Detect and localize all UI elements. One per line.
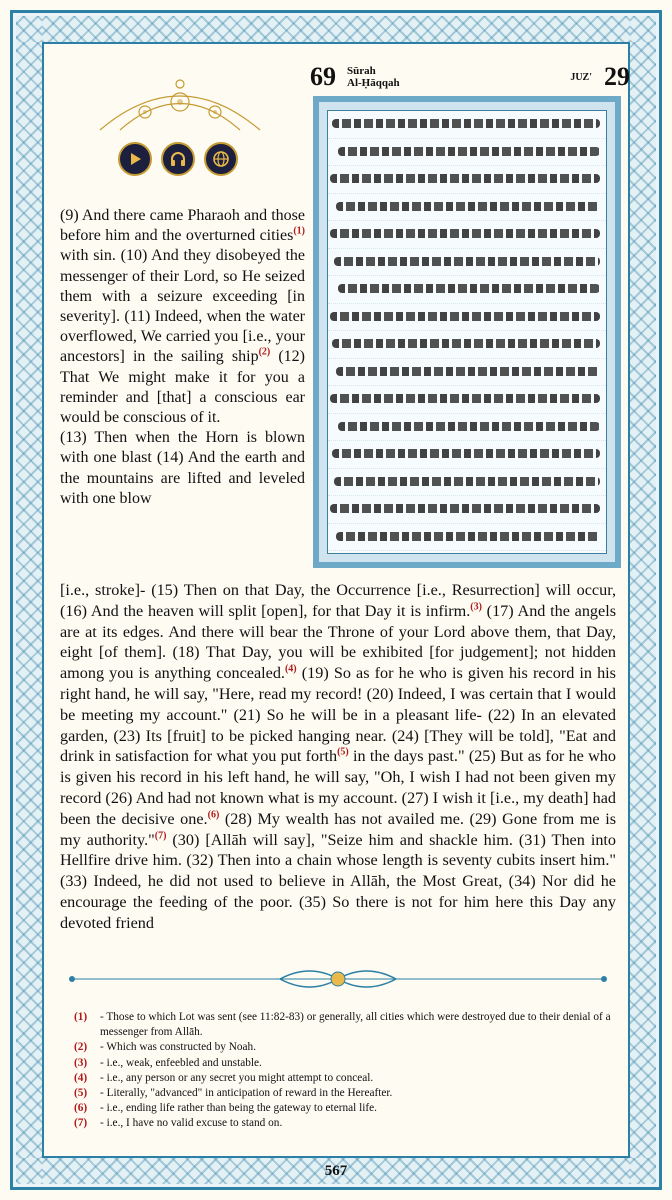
arabic-text-panel <box>313 96 621 568</box>
footnote-marker[interactable]: (1) <box>293 225 305 237</box>
arabic-script-line <box>328 139 606 167</box>
juz-number: 29 <box>604 62 630 91</box>
page-number: 567 <box>324 1163 348 1179</box>
arabic-script-line <box>328 359 606 387</box>
arabic-script-glyphs <box>338 147 600 156</box>
footnote: (4) - i.e., any person or any secret you might attempt to conceal. <box>74 1071 374 1084</box>
arabic-script-glyphs <box>332 449 600 458</box>
arabic-script-glyphs <box>334 257 600 266</box>
footnote-marker[interactable]: (4) <box>284 663 297 675</box>
play-icon <box>127 151 143 167</box>
arabic-script-line <box>328 414 606 442</box>
arabic-script-line <box>328 194 606 222</box>
footnote-marker[interactable]: (7) <box>154 830 167 842</box>
play-button[interactable] <box>118 142 152 176</box>
surah-name: Al-Ḥāqqah <box>347 77 400 89</box>
paragraph: (9) And there came Pharaoh and those before him and the overturned cities$^{(1)}$ with sin. (10) And they disobeyed the messenger of their Lord, so He seized them with a seizure exceeding [in severity]. (11) Indeed, when the water overflowed, We carried you [i.e., your ancestors] in the sailing ship$^{(2)}$ (12) That We might make it for you a reminder and [that] a conscious ear would be conscious of it. <box>60 207 306 427</box>
arabic-text-lines <box>327 110 607 554</box>
arabic-script-line <box>328 166 606 194</box>
arabic-script-glyphs <box>332 119 600 128</box>
headphones-icon <box>169 150 187 168</box>
arabic-script-line <box>328 221 606 249</box>
arabic-script-glyphs <box>336 532 600 541</box>
arabic-script-line <box>328 496 606 524</box>
juz-label: JUZ' <box>570 72 592 83</box>
footnote-marker[interactable]: (5) <box>337 746 349 758</box>
arabic-script-glyphs <box>330 394 600 403</box>
surah-number: 69 <box>310 62 336 91</box>
translation-main-text: [i.e., stroke]- (15) Then on that Day, the Occurrence [i.e., Resurrection] will occur, (16) And the heaven will split [open], for that Day it is infirm.$^{(3)}$ (17) And the angels are at its edges. And there will bear the Throne of your Lord above them, that Day, eight [of them]. (18) That Day, you will be exhibited [for judgement]; not hidden among you is anything concealed.$^{(4)}$ (19) So as for he who is given his record in his right hand, he will say, "Here, read my record! (20) Indeed, I was certain that I would be meeting my account." (21) So he will be in a pleasant life- (22) In an elevated garden, (23) Its [fruit] to be picked hanging near. (24) [They will be told], "Eat and drink in satisfaction for what you put forth$^{(5)}$ in the days past." (25) But as for he who is given his record in his left hand, he will say, "Oh, I wish I had not been given my record (26) And had not known what is my account. (27) I wish it [i.e., my death] had been the decisive one.$^{(6)}$ (28) My wealth has not availed me. (29) Gone from me is my authority."$^{(7)}$ (30) [Allāh will say], "Seize him and shackle him. (31) Then into Hellfire drive him. (32) Then into a chain whose length is seventy cubits insert him." (33) Indeed, he did not used to believe in Allāh, the Most Great, (34) Nor did he encourage the feeding of the poor. (35) So there is not for him here this Day any devoted friend <box>60 581 617 932</box>
arabic-script-glyphs <box>330 229 600 238</box>
arabic-script-line <box>328 386 606 414</box>
language-button[interactable] <box>204 142 238 176</box>
footnote-marker[interactable]: (2) <box>258 347 271 359</box>
footnote: (3) - i.e., weak, enfeebled and unstable. <box>74 1056 262 1069</box>
paragraph: (13) Then when the Horn is blown with one blast (14) And the earth and the mountains are lifted and leveled with one blow <box>60 429 305 507</box>
footnotes <box>74 1010 614 1132</box>
arabic-script-glyphs <box>330 504 600 513</box>
arabic-script-glyphs <box>336 367 600 376</box>
arabic-script-glyphs <box>330 174 600 183</box>
arabic-script-glyphs <box>338 284 600 293</box>
footnote: (6) - i.e., ending life rather than being the gateway to eternal life. <box>74 1102 377 1115</box>
floral-ornament-icon <box>95 72 265 132</box>
footnote-marker[interactable]: (6) <box>207 809 220 821</box>
arabic-script-glyphs <box>334 477 600 486</box>
footnote: (7) - i.e., I have no valid excuse to stand on. <box>74 1117 283 1130</box>
arabic-script-line <box>328 304 606 332</box>
audio-button[interactable] <box>161 142 195 176</box>
arabic-script-line <box>328 469 606 497</box>
surah-header <box>300 62 630 92</box>
translation-left-column <box>60 206 305 509</box>
arabic-script-line <box>328 524 606 552</box>
arabic-script-line <box>328 111 606 139</box>
arabic-script-line <box>328 331 606 359</box>
arabic-script-line <box>328 249 606 277</box>
footnote: (1) - Those to which Lot was sent (see 11:82-83) or generally, all cities which were destroyed due to their denial of a messenger from Allāh. <box>74 1011 611 1039</box>
arabic-script-glyphs <box>332 339 600 348</box>
footnote-marker[interactable]: (3) <box>470 601 482 613</box>
ornamental-divider-icon <box>60 963 616 995</box>
arabic-script-glyphs <box>338 422 600 431</box>
arabic-script-line <box>328 441 606 469</box>
arabic-script-line <box>328 276 606 304</box>
arabic-script-glyphs <box>336 202 600 211</box>
arabic-script-glyphs <box>330 312 600 321</box>
media-controls <box>118 142 238 176</box>
surah-label: Sūrah <box>347 65 376 77</box>
globe-icon <box>212 150 230 168</box>
footnote: (5) - Literally, "advanced" in anticipation of reward in the Hereafter. <box>74 1087 393 1100</box>
footnote: (2) - Which was constructed by Noah. <box>74 1041 257 1054</box>
